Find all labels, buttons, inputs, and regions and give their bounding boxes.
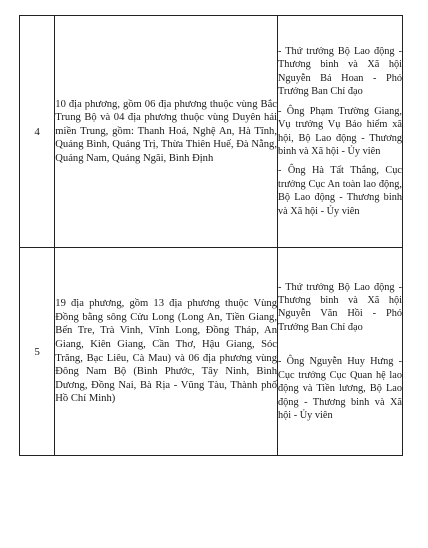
members-cell (278, 248, 403, 456)
member-entry: - Ông Hà Tất Thắng, Cục trưởng Cục An toàn lao động, Bộ Lao động - Thương binh và Xã hội - Ủy viên (278, 165, 402, 217)
row-number: 4 (20, 16, 55, 248)
member-entry: - Ông Nguyễn Huy Hưng - Cục trưởng Cục Quan hệ lao động và Tiền lương, Bộ Lao động - Thương binh và Xã hội - Ủy viên (278, 356, 402, 421)
region-text: 19 địa phương, gồm 13 địa phương thuộc Vùng Đồng bằng sông Cửu Long (Long An, Tiền Giang, Bến Tre, Trà Vinh, Vĩnh Long, Đồng Tháp, An Giang, Kiên Giang, Cần Thơ, Hậu Giang, Sóc Trăng, Bạc Liêu, Cà Mau) và 06 địa phương vùng Đông Nam Bộ (Bình Phước, Tây Ninh, Bình Dương, Đồng Nai, Bà Rịa - Vũng Tàu, Thành phố Hồ Chí Minh) (55, 298, 277, 405)
region-cell (55, 248, 278, 456)
assignment-table (19, 15, 403, 456)
table-row (20, 16, 403, 248)
member-entry: - Ông Phạm Trường Giang, Vụ trưởng Vụ Bảo hiểm xã hội, Bộ Lao động - Thương binh và Xã hội - Ủy viên (278, 105, 402, 157)
region-text: 10 địa phương, gồm 06 địa phương thuộc vùng Bắc Trung Bộ và 04 địa phương thuộc vùng Duyên hải miền Trung, gồm: Thanh Hoá, Nghệ An, Hà Tĩnh, Quảng Bình, Quảng Trị, Thừa Thiên Huế, Đà Nẵng, Quảng Nam, Quảng Ngãi, Bình Định (55, 98, 277, 164)
member-entry: - Thứ trưởng Bộ Lao động - Thương binh và Xã hội Nguyễn Văn Hồi - Phó Trưởng Ban Chỉ đạo (278, 281, 402, 333)
members-cell (278, 16, 403, 248)
member-entry: - Thứ trưởng Bộ Lao động - Thương binh và Xã hội Nguyễn Bá Hoan - Phó Trưởng Ban Chỉ đạo (278, 46, 402, 98)
region-cell (55, 16, 278, 248)
row-number: 5 (20, 248, 55, 456)
table-row (20, 248, 403, 456)
